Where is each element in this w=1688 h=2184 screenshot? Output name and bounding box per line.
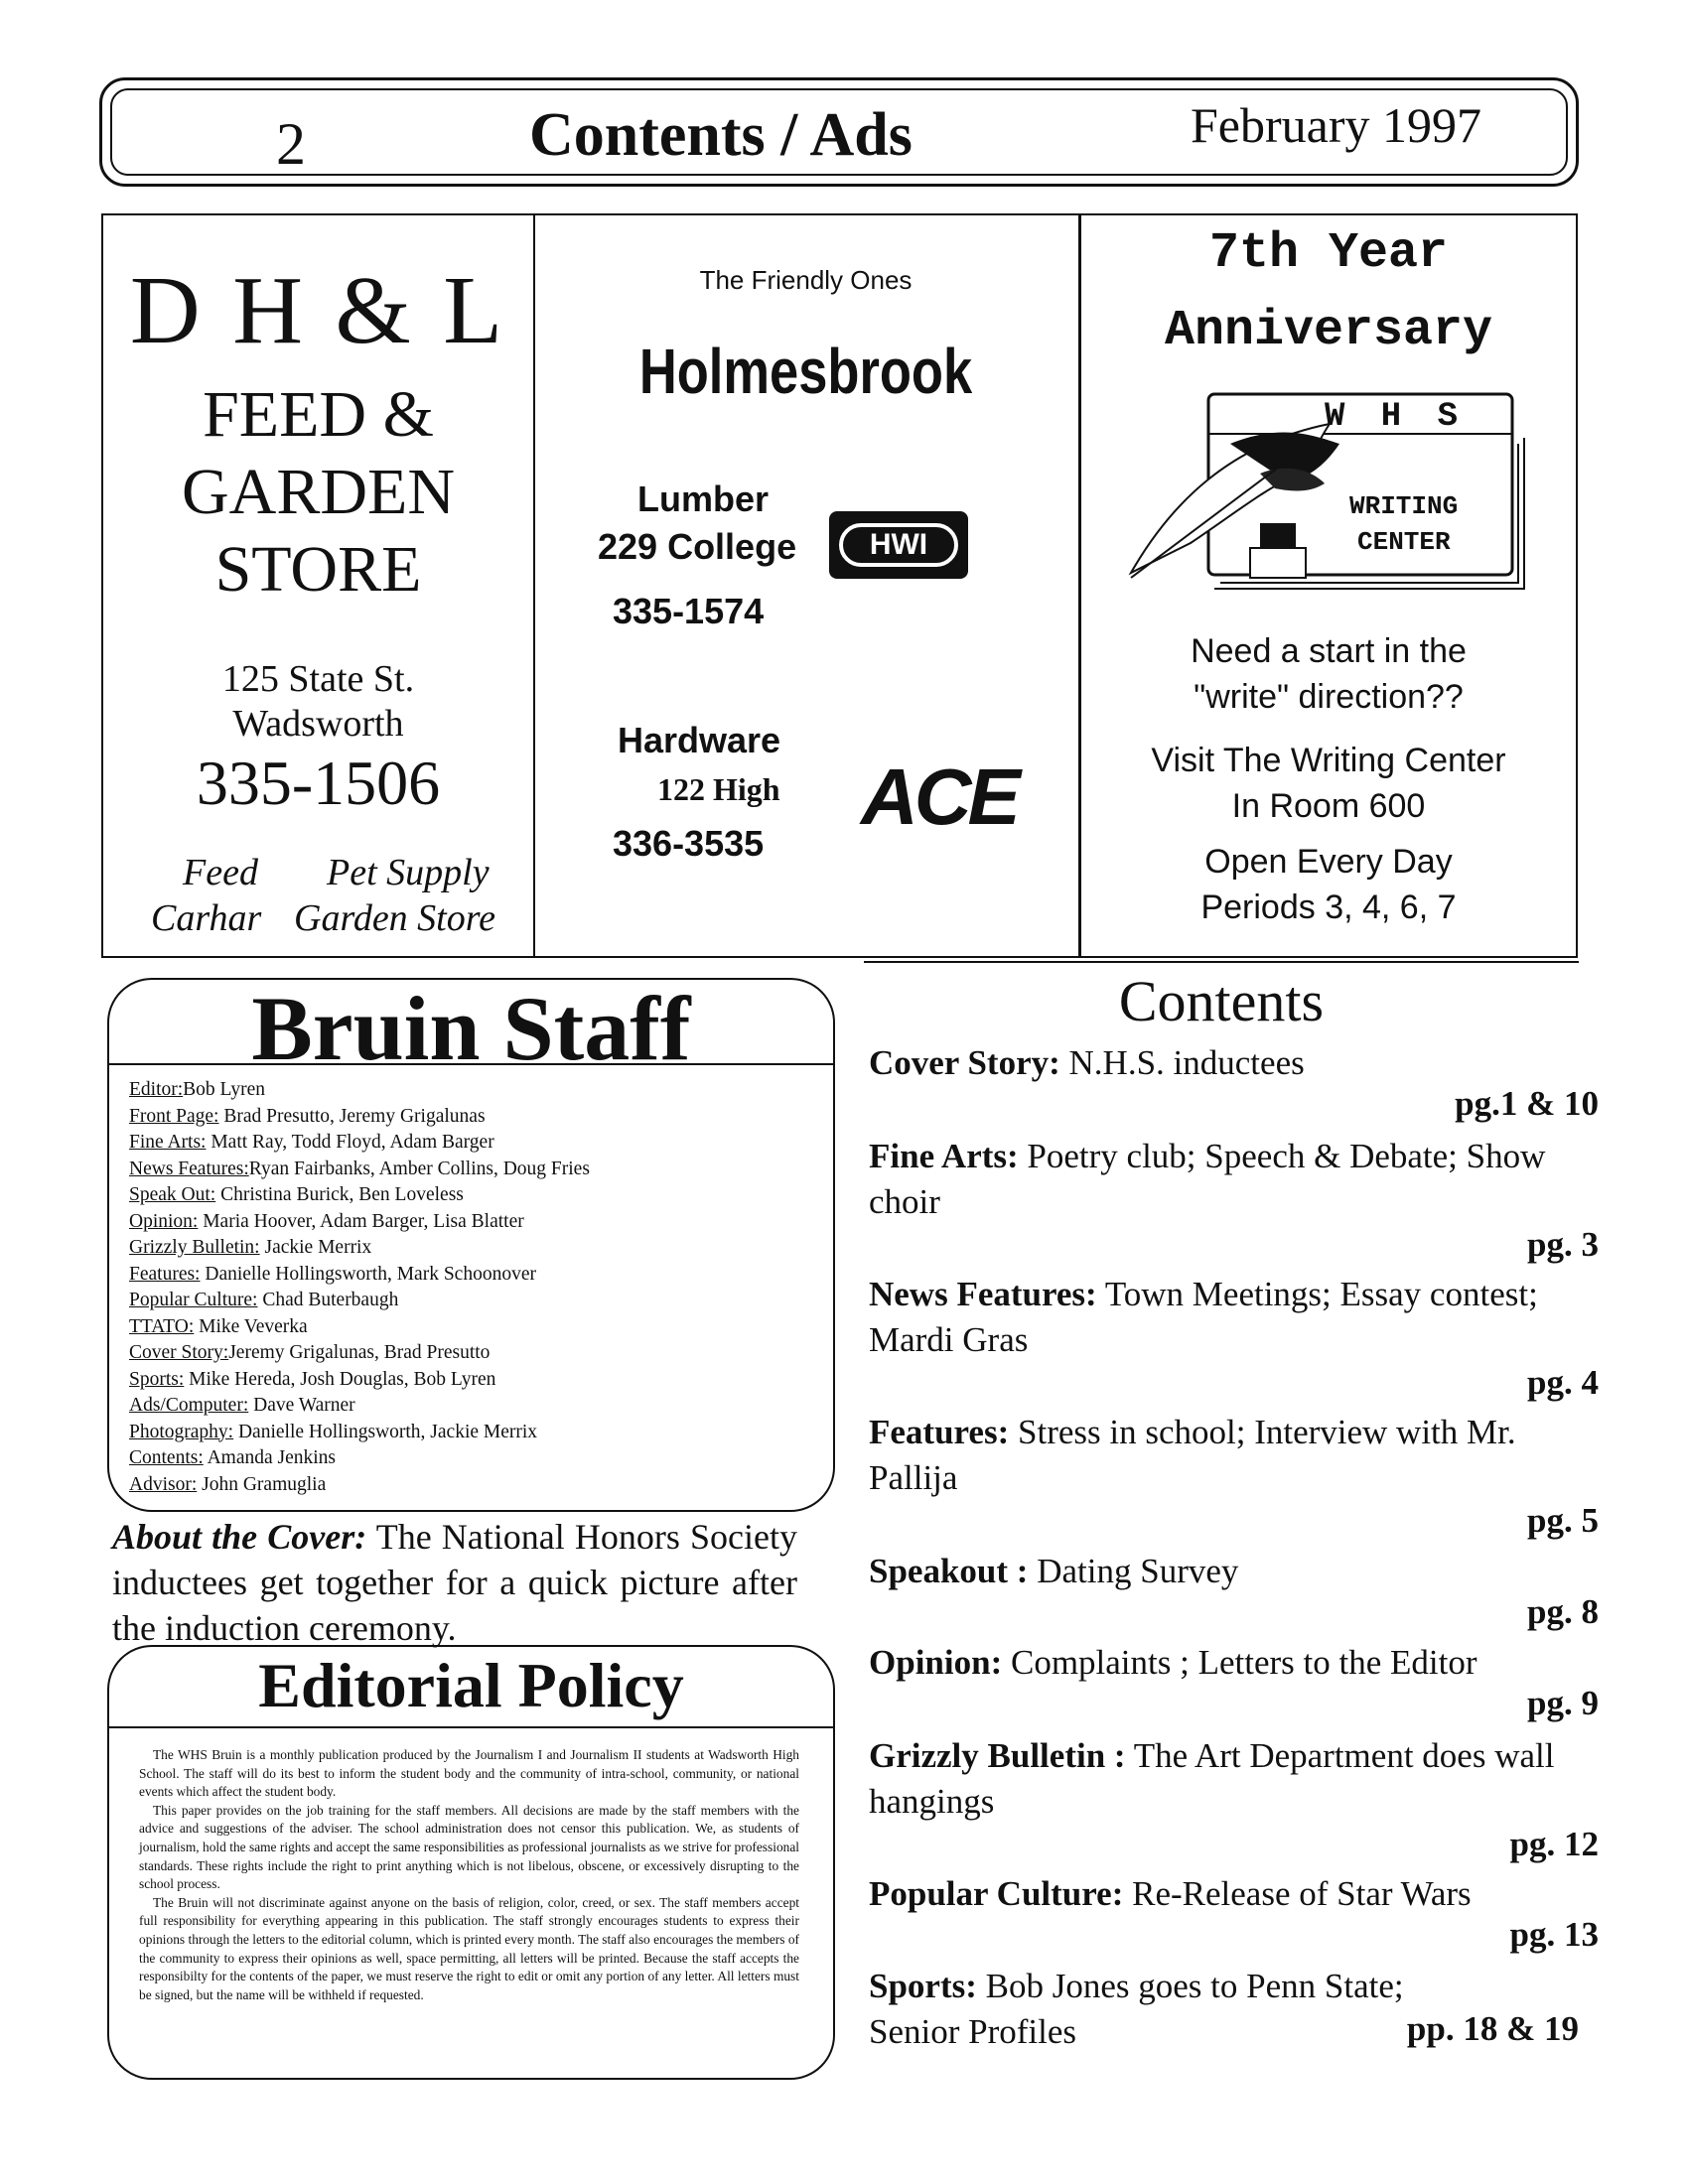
writing-center-text: Visit The Writing Center — [1151, 742, 1506, 779]
about-cover-label: About the Cover: — [112, 1517, 367, 1557]
staff-entry — [129, 1157, 814, 1183]
staff-role: Speak Out: — [129, 1184, 216, 1205]
staff-names: John Gramuglia — [197, 1473, 327, 1495]
contents-item — [869, 1871, 1584, 1917]
staff-entry — [129, 1314, 814, 1341]
staff-names: Chad Buterbaugh — [257, 1290, 399, 1310]
about-the-cover — [112, 1514, 797, 1651]
policy-paragraph: The Bruin will not discriminate against anyone on the basis of religion, color, creed, or sex. The staff members accept full responsibility for everything appearing in this publication. The staff strongly encourages students to express their opinions through the letters to the editorial column, which is printed every month. The staff also encourages the members of the community to express their opinions as well, space permitting, all letters will be printed. Because the staff accepts the responsibilty for the contents of the paper, we must reserve the right to edit or omit any portion of any letter. All letters must be signed, but the name will be withheld if requested. — [139, 1894, 799, 2002]
staff-entry — [129, 1288, 814, 1314]
staff-names: Dave Warner — [248, 1395, 355, 1416]
contents-section: Speakout : — [869, 1552, 1029, 1590]
contents-item — [869, 1410, 1584, 1501]
issue-date: February 1997 — [1191, 97, 1481, 153]
editorial-policy-box — [107, 1645, 835, 2080]
page-header — [99, 77, 1579, 187]
editorial-policy-text — [139, 1746, 799, 2004]
logo-whs-text: W H S — [1325, 398, 1467, 436]
staff-entry — [129, 1235, 814, 1262]
writing-center-text: "write" direction?? — [1194, 678, 1464, 716]
dhl-item: Garden Store — [294, 897, 495, 939]
contents-section: Sports: — [869, 1967, 977, 2005]
page-title: Contents / Ads — [529, 101, 913, 169]
staff-role: Sports: — [129, 1368, 185, 1390]
anniversary-headline: 7th Year — [1208, 225, 1449, 282]
contents-topics: N.H.S. inductees — [1059, 1043, 1305, 1082]
contents-topics: Dating Survey — [1028, 1552, 1239, 1590]
staff-entry — [129, 1182, 814, 1209]
staff-role: Popular Culture: — [129, 1290, 258, 1310]
dhl-name: D H & L — [129, 257, 507, 364]
staff-role: Editor: — [129, 1079, 184, 1100]
contents-item — [869, 1272, 1584, 1363]
contents-item — [869, 1549, 1584, 1594]
staff-names: Jeremy Grigalunas, Brad Presutto — [228, 1342, 491, 1363]
writing-center-text: Periods 3, 4, 6, 7 — [1200, 888, 1457, 926]
staff-entry — [129, 1445, 814, 1472]
staff-role: Features: — [129, 1263, 201, 1285]
page-number: 2 — [276, 111, 306, 177]
dhl-item: Pet Supply — [327, 852, 490, 893]
dhl-line: STORE — [214, 533, 422, 606]
staff-role: Photography: — [129, 1421, 234, 1442]
staff-entry — [129, 1367, 814, 1394]
contents-page: pg. 4 — [1527, 1363, 1599, 1402]
ad-dhl-feed-garden — [101, 213, 535, 958]
contents-item — [869, 1040, 1584, 1086]
contents-page: pg.1 & 10 — [1455, 1084, 1599, 1123]
staff-names: Mike Veverka — [194, 1315, 308, 1337]
contents-page: pg. 8 — [1527, 1592, 1599, 1631]
contents-topics: Bob Jones goes to Penn State; Senior Profiles — [869, 1967, 1404, 2051]
contents-topics: The Art Department does wall hangings — [869, 1736, 1555, 1821]
logo-writing-text: WRITING — [1349, 491, 1459, 521]
staff-entry — [129, 1077, 814, 1104]
writing-center-logo — [1111, 384, 1558, 603]
holmes-tagline: The Friendly Ones — [699, 265, 913, 295]
staff-names: Danielle Hollingsworth, Jackie Merrix — [233, 1421, 538, 1442]
contents-section: Opinion: — [869, 1643, 1003, 1682]
staff-list — [129, 1077, 814, 1498]
policy-paragraph: This paper provides on the job training for the staff members. All decisions are made by the staff members with the advice and suggestions of the adviser. The school administration does not censor this publication. We, as students of journalism, hold the same rights and accept the same responsibilities as professional journalists as we strive for professional standards. These rights include the right to print anything which is not libelous, obscene, or excessively disrupting to the school process. — [139, 1802, 799, 1892]
contents-page: pg. 13 — [1509, 1915, 1599, 1954]
dhl-item: Feed — [183, 852, 258, 893]
ad-holmesbrook — [533, 213, 1080, 958]
staff-entry — [129, 1393, 814, 1420]
hwi-logo-text: HWI — [839, 523, 958, 567]
staff-entry — [129, 1472, 814, 1499]
logo-center-text: CENTER — [1357, 527, 1451, 557]
contents-section: Features: — [869, 1413, 1010, 1451]
staff-names: Danielle Hollingsworth, Mark Schoonover — [200, 1263, 536, 1285]
contents-topics: Complaints ; Letters to the Editor — [1002, 1643, 1477, 1682]
contents-section: Fine Arts: — [869, 1137, 1019, 1175]
staff-role: Front Page: — [129, 1105, 219, 1127]
staff-names: Amanda Jenkins — [203, 1447, 336, 1468]
contents-item — [869, 1964, 1405, 2055]
contents-item — [869, 1640, 1584, 1686]
contents-topics: Stress in school; Interview with Mr. Pallija — [869, 1413, 1516, 1497]
holmes-name: Holmesbrook — [638, 336, 973, 407]
editorial-policy-title: Editorial Policy — [258, 1650, 684, 1720]
contents-page: pg. 9 — [1527, 1684, 1599, 1722]
writing-center-text: Open Every Day — [1204, 843, 1453, 881]
hardware-phone: 336-3535 — [613, 823, 765, 864]
staff-role: Grizzly Bulletin: — [129, 1237, 260, 1258]
divider — [864, 961, 1579, 963]
staff-names: Maria Hoover, Adam Barger, Lisa Blatter — [198, 1210, 524, 1232]
staff-entry — [129, 1130, 814, 1157]
hardware-label: Hardware — [618, 720, 781, 760]
bruin-staff-box — [107, 978, 835, 1512]
writing-center-text: In Room 600 — [1231, 787, 1426, 825]
staff-role: Advisor: — [129, 1473, 198, 1495]
staff-title: Bruin Staff — [251, 978, 691, 1079]
staff-entry — [129, 1209, 814, 1236]
contents-page: pg. 12 — [1509, 1825, 1599, 1863]
staff-entry — [129, 1340, 814, 1367]
staff-role: TTATO: — [129, 1315, 195, 1337]
contents-title: Contents — [1118, 969, 1325, 1033]
contents-page: pg. 5 — [1527, 1501, 1599, 1540]
dhl-line: FEED & — [203, 378, 434, 451]
lumber-phone: 335-1574 — [613, 591, 765, 631]
contents-section: News Features: — [869, 1275, 1097, 1313]
contents-section: Popular Culture: — [869, 1874, 1124, 1913]
staff-names: Christina Burick, Ben Loveless — [215, 1184, 464, 1205]
staff-role: Fine Arts: — [129, 1132, 207, 1153]
contents-item — [869, 1733, 1584, 1825]
dhl-phone: 335-1506 — [196, 748, 441, 818]
dhl-address: 125 State St. — [221, 658, 415, 700]
staff-names: Matt Ray, Todd Floyd, Adam Barger — [206, 1132, 494, 1153]
ace-logo-icon: ACE — [861, 752, 1017, 841]
staff-names: Mike Hereda, Josh Douglas, Bob Lyren — [184, 1368, 496, 1390]
contents-topics: Poetry club; Speech & Debate; Show choir — [869, 1137, 1546, 1221]
staff-role: Ads/Computer: — [129, 1395, 249, 1416]
divider — [109, 1726, 833, 1728]
divider — [109, 1063, 833, 1065]
writing-center-text: Need a start in the — [1191, 632, 1467, 670]
staff-role: Opinion: — [129, 1210, 199, 1232]
staff-entry — [129, 1420, 814, 1446]
staff-entry — [129, 1104, 814, 1131]
ad-writing-center — [1079, 213, 1578, 958]
contents-topics: Town Meetings; Essay contest; Mardi Gras — [869, 1275, 1538, 1359]
contents-section: Cover Story: — [869, 1043, 1060, 1082]
contents-item — [869, 1134, 1584, 1225]
contents-topics: Re-Release of Star Wars — [1123, 1874, 1472, 1913]
lumber-label: Lumber — [637, 478, 770, 519]
dhl-city: Wadsworth — [232, 703, 404, 745]
staff-role: Contents: — [129, 1447, 204, 1468]
staff-names: Jackie Merrix — [259, 1237, 372, 1258]
staff-role: News Features: — [129, 1158, 249, 1179]
contents-page: pg. 3 — [1527, 1225, 1599, 1264]
about-cover-text: The National Honors Society inductees get together for a quick picture after the induction ceremony. — [112, 1517, 797, 1648]
anniversary-headline: Anniversary — [1164, 303, 1493, 359]
hardware-address: 122 High — [657, 771, 780, 807]
hwi-logo-icon — [829, 511, 968, 579]
dhl-item: Carhar — [151, 897, 262, 939]
staff-entry — [129, 1262, 814, 1289]
policy-paragraph: The WHS Bruin is a monthly publication produced by the Journalism I and Journalism II students at Wadsworth High School. The staff will do its best to inform the student body and the community of intra-school, community, or national events which affect the student body. — [139, 1747, 799, 1800]
staff-names: Ryan Fairbanks, Amber Collins, Doug Fries — [248, 1158, 590, 1179]
lumber-address: 229 College — [598, 526, 797, 567]
staff-names: Brad Presutto, Jeremy Grigalunas — [218, 1105, 486, 1127]
contents-page: pp. 18 & 19 — [1406, 2009, 1579, 2048]
dhl-line: GARDEN — [182, 456, 455, 528]
contents-section: Grizzly Bulletin : — [869, 1736, 1126, 1775]
staff-role: Cover Story: — [129, 1342, 229, 1363]
staff-names: Bob Lyren — [183, 1079, 266, 1100]
